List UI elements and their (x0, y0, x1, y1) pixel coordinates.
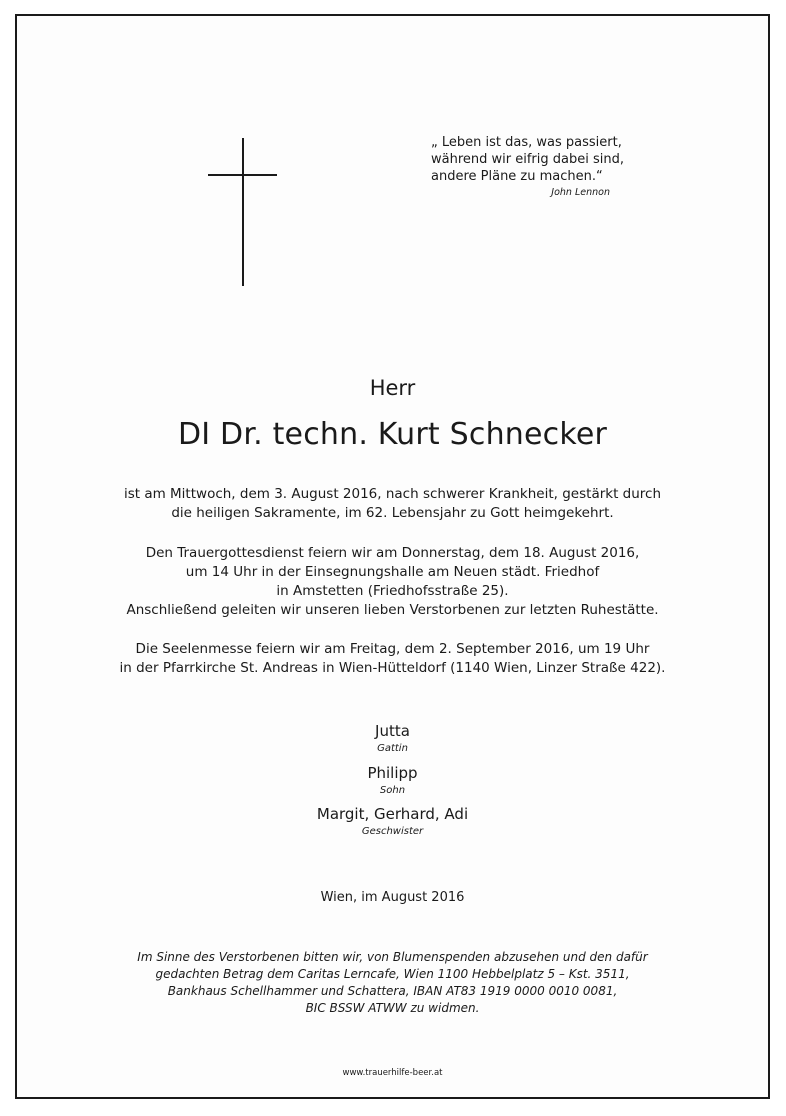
mourner-name: Margit, Gerhard, Adi (316, 805, 469, 823)
mass-announcement (15, 640, 770, 678)
quote-line: andere Pläne zu machen.“ (431, 169, 603, 184)
quote-line: „ Leben ist das, was passiert, (431, 135, 622, 150)
salutation: Herr (369, 376, 416, 400)
cross-icon-bar (208, 174, 277, 176)
website-link[interactable]: www.trauerhilfe-beer.at (342, 1068, 443, 1078)
text-line: Anschließend geleiten wir unseren lieben Verstorbenen zur letzten Ruhestätte. (126, 602, 659, 618)
text-line: Die Seelenmesse feiern wir am Freitag, dem 2. September 2016, um 19 Uhr (135, 641, 650, 657)
quote (431, 134, 631, 185)
text-line: Bankhaus Schellhammer und Schattera, IBAN AT83 1919 0000 0010 0081, (167, 984, 618, 998)
mourner-role: Geschwister (361, 826, 424, 837)
funeral-announcement (15, 544, 770, 620)
text-line: gedachten Betrag dem Caritas Lerncafe, Wien 1100 Hebbelplatz 5 – Kst. 3511, (155, 967, 630, 981)
deceased-name: DI Dr. techn. Kurt Schnecker (177, 417, 608, 452)
text-line: die heiligen Sakramente, im 62. Lebensjahr zu Gott heimgekehrt. (171, 505, 614, 521)
text-line: in der Pfarrkirche St. Andreas in Wien-Hütteldorf (1140 Wien, Linzer Straße 422). (119, 660, 666, 676)
place-date: Wien, im August 2016 (320, 890, 465, 905)
mourner-role: Gattin (377, 743, 408, 754)
quote-line: während wir eifrig dabei sind, (431, 152, 624, 167)
text-line: Im Sinne des Verstorbenen bitten wir, von Blumenspenden abzusehen und den dafür (137, 950, 648, 964)
death-announcement (15, 485, 770, 523)
mourner-name: Philipp (367, 764, 418, 782)
donation-note (15, 949, 770, 1017)
mourner-name: Jutta (375, 722, 410, 740)
text-line: Den Trauergottesdienst feiern wir am Donnerstag, dem 18. August 2016, (145, 545, 640, 561)
text-line: in Amstetten (Friedhofsstraße 25). (276, 583, 509, 599)
text-line: um 14 Uhr in der Einsegnungshalle am Neuen städt. Friedhof (185, 564, 600, 580)
cross-icon (242, 138, 244, 286)
text-line: BIC BSSW ATWW zu widmen. (305, 1001, 480, 1015)
text-line: ist am Mittwoch, dem 3. August 2016, nach schwerer Krankheit, gestärkt durch (123, 486, 662, 502)
mourner-role: Sohn (379, 785, 406, 796)
quote-author: John Lennon (551, 187, 610, 198)
